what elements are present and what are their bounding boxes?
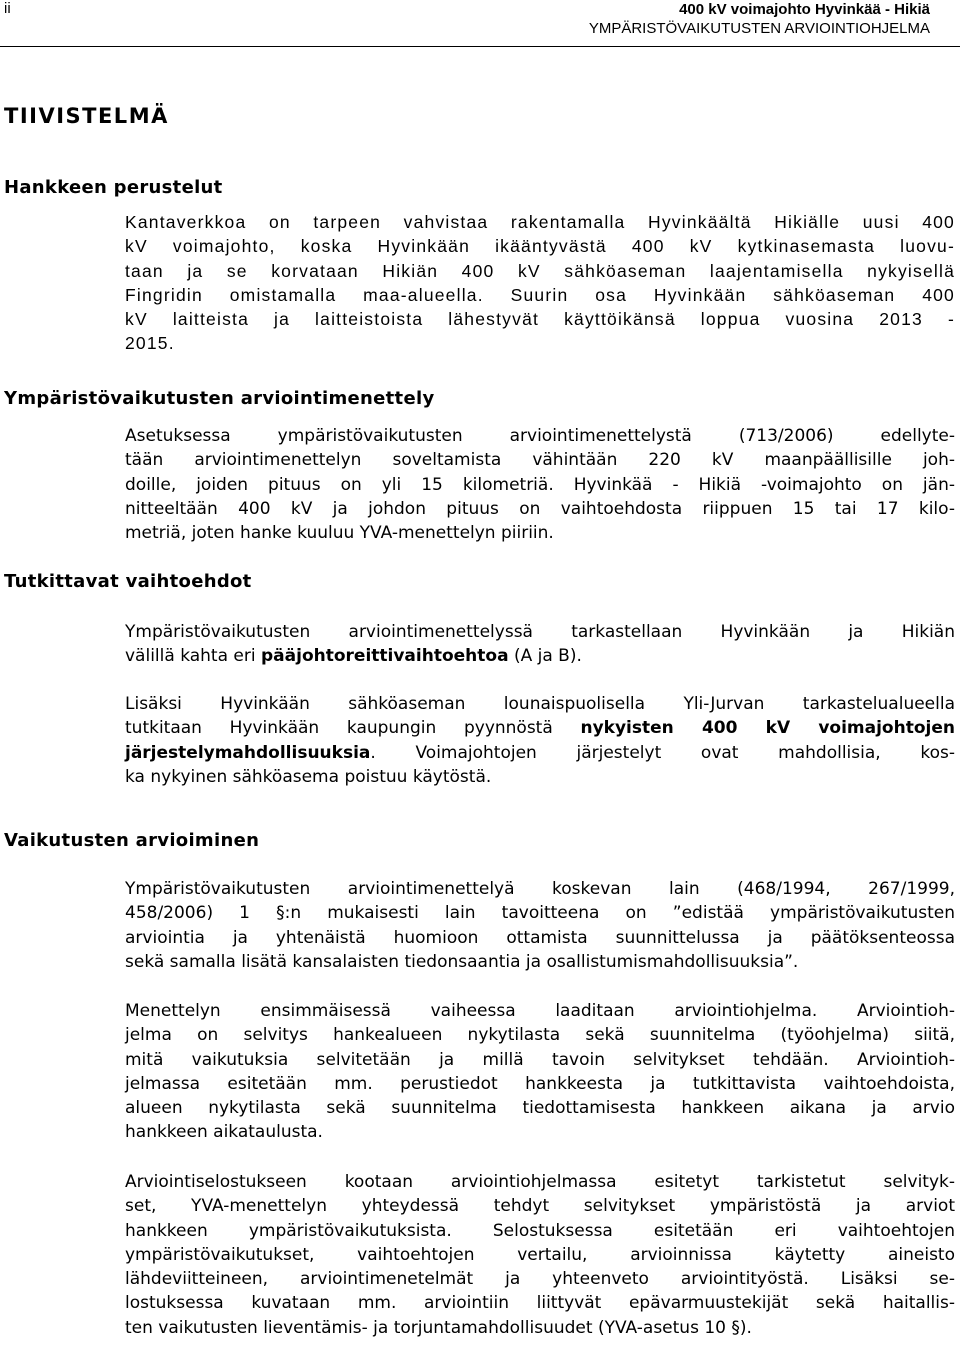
text-run: tutkitaan Hyvinkään kaupungin pyynnöstä <box>125 718 581 739</box>
text-line: Arviointiselostukseen kootaan arviointiohjelmassa esitetyt tarkistetut selvityk- <box>125 1172 955 1192</box>
text-line: kV voimajohto, koska Hyvinkään ikääntyvästä 400 kV kytkinasemasta luovu- <box>125 236 955 257</box>
text-line: sekä samalla lisätä kansalaisten tiedonsaantia ja osallistumismahdollisuuksia”. <box>125 951 799 972</box>
text-line: Kantaverkkoa on tarpeen vahvistaa rakentamalla Hyvinkäältä Hikiälle uusi 400 <box>125 212 955 232</box>
text-run: . Voimajohtojen järjestelyt ovat mahdollisia, kos- <box>370 742 955 763</box>
paragraph-arvioiminen-2 <box>125 999 955 1145</box>
text-line: hankkeen aikataulusta. <box>125 1122 323 1143</box>
header-divider <box>0 46 960 47</box>
page-title: TIIVISTELMÄ <box>4 104 169 128</box>
text-line <box>125 644 955 668</box>
text-line: doille, joiden pituus on yli 15 kilometriä. Hyvinkää - Hikiä -voimajohto on jän- <box>125 474 955 495</box>
text-line: Menettelyn ensimmäisessä vaiheessa laaditaan arviointiohjelma. Arviointioh- <box>125 1001 955 1021</box>
page-number: ii <box>4 0 11 17</box>
text-line: lähdeviitteineen, arviointimenetelmät ja yhteenveto arviointityöstä. Lisäksi se- <box>125 1269 955 1290</box>
text-line: Fingridin omistamalla maa-alueella. Suurin osa Hyvinkään sähköaseman 400 <box>125 284 955 305</box>
text-line: nitteeltään 400 kV ja johdon pituus on vaihtoehdosta riippuen 15 tai 17 kilo- <box>125 498 955 519</box>
paragraph-arvioiminen-1 <box>125 877 955 974</box>
heading-vaikutusten-arvioiminen: Vaikutusten arvioiminen <box>4 830 260 851</box>
text-line: Lisäksi Hyvinkään sähköaseman lounaispuolisella Yli-Jurvan tarkastelualueella <box>125 694 955 714</box>
text-run: (A ja B). <box>508 646 582 667</box>
emphasis-jarjestelymahdollisuudet: järjestelymahdollisuuksia <box>125 742 371 763</box>
text-line <box>125 716 955 740</box>
text-line <box>125 741 955 765</box>
header-document-type: YMPÄRISTÖVAIKUTUSTEN ARVIOINTIOHJELMA <box>588 20 930 37</box>
text-line: Ympäristövaikutusten arviointimenettelyä koskevan lain (468/1994, 267/1999, <box>125 879 955 899</box>
text-line: ympäristövaikutukset, vaihtoehtojen vertailu, arvioinnissa käytetty aineisto <box>125 1244 955 1265</box>
heading-arviointimenettely: Ympäristövaikutusten arviointimenettely <box>4 388 435 409</box>
text-line: jelma on selvitys hankealueen nykytilasta sekä suunnitelma (työohjelma) siitä, <box>125 1025 955 1046</box>
heading-hankkeen-perustelut: Hankkeen perustelut <box>4 177 223 198</box>
text-line: set, YVA-menettelyn yhteydessä tehdyt selvitykset ympäristöstä ja arviot <box>125 1196 955 1217</box>
paragraph-arviointimenettely <box>125 424 955 545</box>
text-line: kV laitteista ja laitteistoista lähestyvät käyttöikänsä loppua vuosina 2013 - <box>125 309 955 330</box>
paragraph-arvioiminen-3 <box>125 1170 955 1340</box>
text-line: ten vaikutusten lieventämis- ja torjuntamahdollisuudet (YVA-asetus 10 §). <box>125 1317 752 1338</box>
text-line: 2015. <box>125 333 175 354</box>
text-line: hankkeen ympäristövaikutuksista. Selostuksessa esitetään eri vaihtoehtojen <box>125 1220 955 1241</box>
text-line: alueen nykytilasta sekä suunnitelma tiedottamisesta hankkeen aikana ja arvio <box>125 1098 955 1119</box>
text-line: taan ja se korvataan Hikiän 400 kV sähköaseman laajentamisella nykyisellä <box>125 260 955 281</box>
text-run: välillä kahta eri <box>125 646 261 667</box>
header-project-title: 400 kV voimajohto Hyvinkää - Hikiä <box>679 1 930 18</box>
paragraph-vaihtoehdot-2 <box>125 692 955 789</box>
text-line: Ympäristövaikutusten arviointimenettelyssä tarkastellaan Hyvinkään ja Hikiän <box>125 622 955 642</box>
emphasis-paajohtoreittivaihtoehto: pääjohtoreittivaihtoehtoa <box>261 646 509 667</box>
text-line: lostuksessa kuvataan mm. arviointiin liittyvät epävarmuustekijät sekä haitallis- <box>125 1293 955 1314</box>
paragraph-vaihtoehdot-1 <box>125 620 955 669</box>
heading-tutkittavat-vaihtoehdot: Tutkittavat vaihtoehdot <box>4 571 252 592</box>
running-header <box>589 0 930 38</box>
paragraph-perustelut <box>125 210 955 356</box>
text-line: 458/2006) 1 §:n mukaisesti lain tavoitteena on ”edistää ympäristövaikutusten <box>125 903 955 924</box>
text-line: metriä, joten hanke kuuluu YVA-menettelyn piiriin. <box>125 523 554 544</box>
text-line: jelmassa esitetään mm. perustiedot hankkeesta ja tutkittavista vaihtoehdoista, <box>125 1073 955 1094</box>
text-line: ka nykyinen sähköasema poistuu käytöstä. <box>125 766 492 787</box>
text-line: tään arviointimenettelyn soveltamista vähintään 220 kV maanpäällisille joh- <box>125 450 955 471</box>
text-line: mitä vaikutuksia selvitetään ja millä tavoin selvitykset tehdään. Arviointioh- <box>125 1049 955 1070</box>
emphasis-nykyiset-voimajohdot: nykyisten 400 kV voimajohtojen <box>580 718 955 739</box>
text-line: Asetuksessa ympäristövaikutusten arviointimenettelystä (713/2006) edellyte- <box>125 426 955 446</box>
text-line: arviointia ja yhtenäistä huomioon ottamista suunnittelussa ja päätöksenteossa <box>125 927 955 948</box>
